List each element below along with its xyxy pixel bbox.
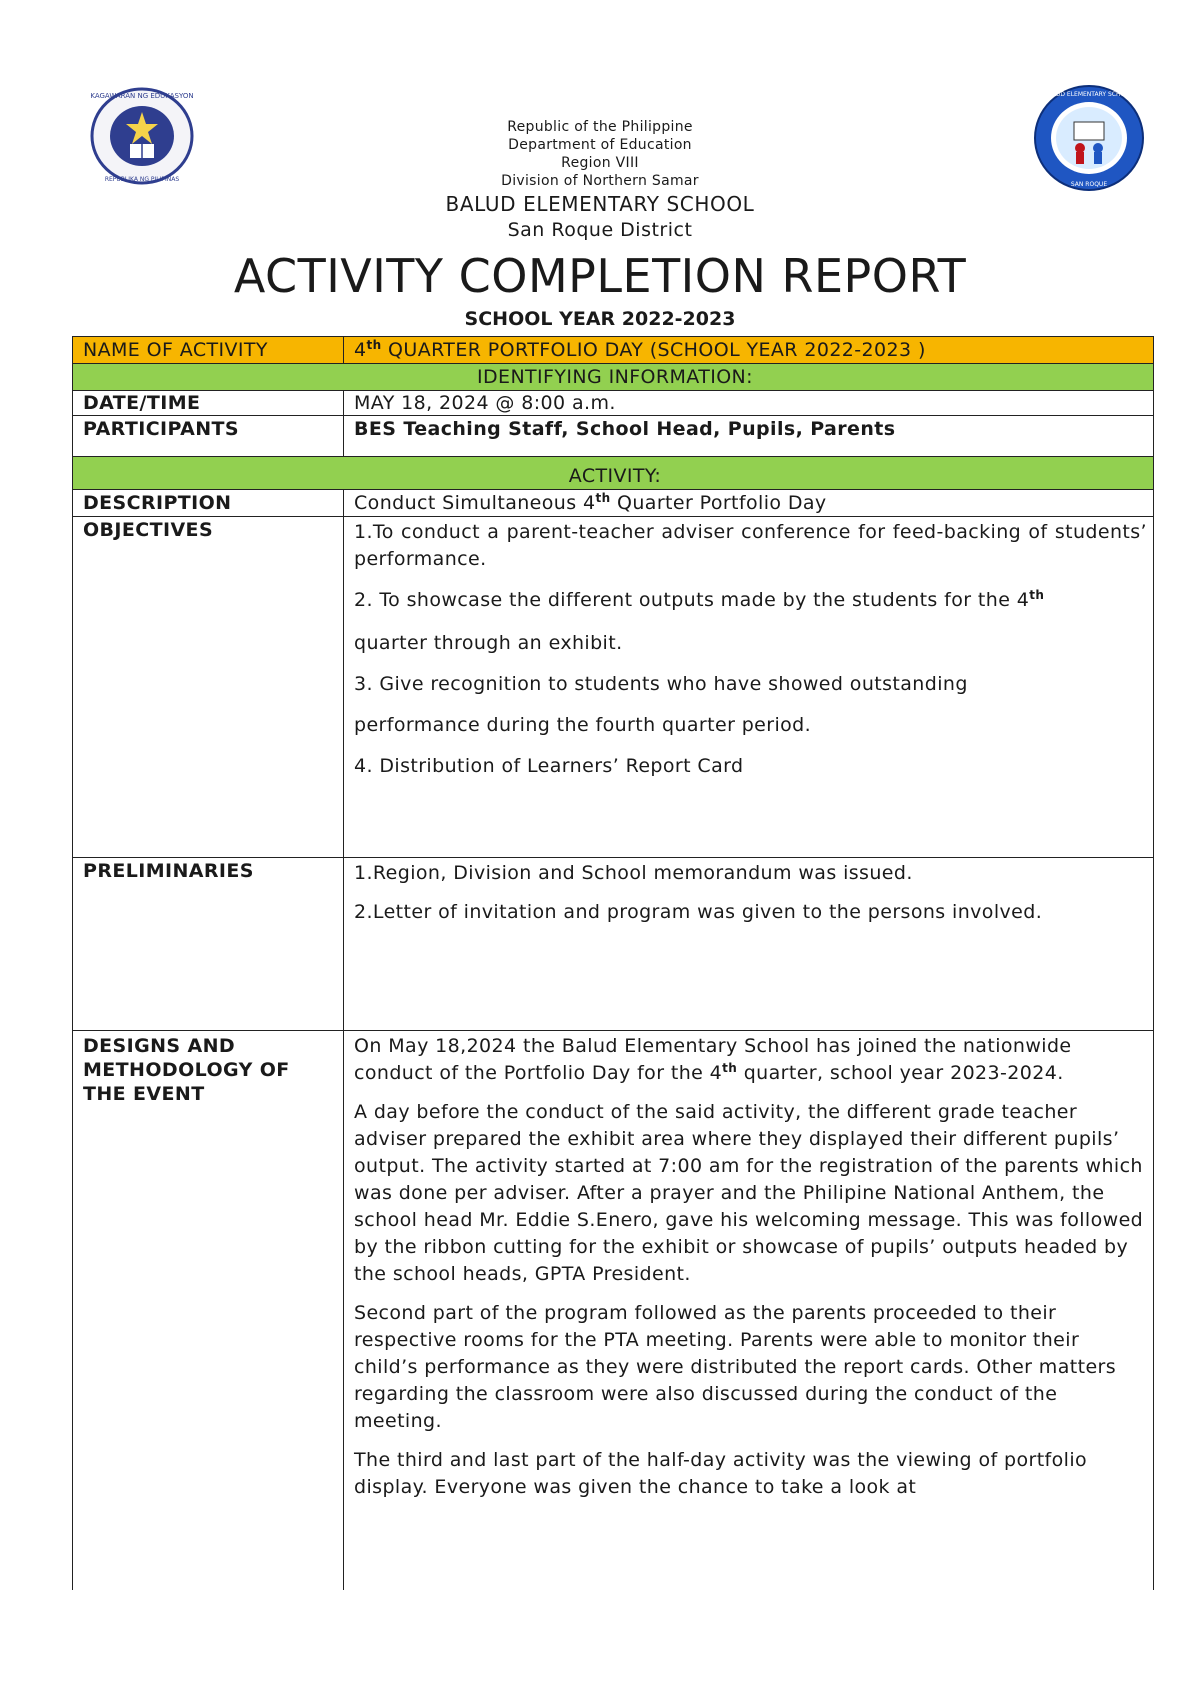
quarter-number: 4 — [354, 339, 367, 361]
division-line: Division of Northern Samar — [501, 173, 699, 189]
objective-2-suffix: th — [1029, 588, 1045, 602]
objective-2-text: 2. To showcase the different outputs made by the students for the 4 — [354, 589, 1030, 611]
description-text: Conduct Simultaneous 4 — [354, 492, 596, 514]
date-time-label: DATE/TIME — [73, 391, 344, 416]
design-paragraph-1-suffix: th — [722, 1061, 738, 1075]
objective-2 — [354, 587, 1147, 614]
name-of-activity-label: NAME OF ACTIVITY — [73, 337, 344, 364]
activity-heading-row — [73, 457, 1154, 490]
description-label: DESCRIPTION — [73, 490, 344, 517]
identifying-heading: IDENTIFYING INFORMATION: — [73, 364, 1154, 391]
objective-3-continued: performance during the fourth quarter period. — [354, 714, 812, 736]
report-title: ACTIVITY COMPLETION REPORT — [233, 249, 967, 303]
objectives-value — [344, 517, 1154, 858]
design-paragraph-1-text: On May 18,2024 the Balud Elementary School has joined the nationwide conduct of the Portfolio Day for the 4 — [354, 1035, 1072, 1084]
preliminary-2: 2.Letter of invitation and program was given to the persons involved. — [354, 901, 1043, 923]
region-line: Region VIII — [561, 155, 639, 171]
preliminaries-value — [344, 858, 1154, 1031]
seal-top-text: KAGAWARAN NG EDUKASYON — [90, 92, 194, 100]
objective-2-continued: quarter through an exhibit. — [354, 632, 623, 654]
date-time-value: MAY 18, 2024 @ 8:00 a.m. — [344, 391, 1154, 416]
seal-bottom-text: REPUBLIKA NG PILIPINAS — [104, 176, 180, 183]
identifying-heading-row — [73, 364, 1154, 391]
objectives-row — [73, 517, 1154, 858]
design-paragraph-3: Second part of the program followed as the parents proceeded to their respective rooms for the PTA meeting. Parents were able to monitor their child’s performance as they were distributed the report cards. Other matters regarding the classroom were also discussed during the conduct of the meeting. — [354, 1302, 1117, 1432]
preliminary-1: 1.Region, Division and School memorandum was issued. — [354, 862, 913, 884]
school-name: BALUD ELEMENTARY SCHOOL — [445, 192, 755, 216]
name-of-activity-row — [73, 337, 1154, 364]
description-row — [73, 490, 1154, 517]
description-text-end: Quarter Portfolio Day — [610, 492, 827, 514]
activity-heading: ACTIVITY: — [73, 457, 1154, 490]
design-paragraph-2: A day before the conduct of the said activity, the different grade teacher adviser prepared the exhibit area where they displayed their different pupils’ output. The activity started at 7:00 am for the registration of the parents which was done per adviser. After a prayer and the Philipine National Anthem, the school head Mr. Eddie S.Enero, gave his welcoming message. This was followed by the ribbon cutting for the exhibit or showcase of pupils’ outputs headed by the school heads, GPTA President. — [354, 1101, 1144, 1285]
school-seal-bottom-text: SAN ROQUE — [1070, 181, 1108, 188]
designs-row — [73, 1031, 1154, 1591]
description-suffix: th — [595, 491, 611, 505]
objective-1: 1.To conduct a parent-teacher adviser conference for feed-backing of students’ performance. — [354, 521, 1147, 570]
description-value — [344, 490, 1154, 517]
report-table — [72, 336, 1154, 1590]
preliminaries-row — [73, 858, 1154, 1031]
activity-name-rest: QUARTER PORTFOLIO DAY (SCHOOL YEAR 2022-2023 ) — [381, 339, 926, 361]
objective-3: 3. Give recognition to students who have showed outstanding — [354, 673, 968, 695]
date-time-row — [73, 391, 1154, 416]
design-paragraph-4: The third and last part of the half-day activity was the viewing of portfolio display. Everyone was given the chance to take a look at — [354, 1449, 1088, 1498]
designs-label: DESIGNS AND METHODOLOGY OF THE EVENT — [73, 1031, 344, 1591]
quarter-suffix: th — [366, 338, 382, 352]
department-line: Department of Education — [508, 137, 692, 153]
agency-header — [0, 118, 1200, 190]
participants-value: BES Teaching Staff, School Head, Pupils, Parents — [344, 416, 1154, 457]
name-of-activity-value — [344, 337, 1154, 364]
objective-4: 4. Distribution of Learners’ Report Card — [354, 755, 744, 777]
school-year: SCHOOL YEAR 2022-2023 — [464, 308, 736, 330]
participants-row — [73, 416, 1154, 457]
district-name: San Roque District — [507, 219, 693, 241]
republic-line: Republic of the Philippine — [507, 119, 693, 135]
designs-value — [344, 1031, 1154, 1591]
design-paragraph-1 — [354, 1033, 1147, 1087]
preliminaries-label: PRELIMINARIES — [73, 858, 344, 1031]
participants-label: PARTICIPANTS — [73, 416, 344, 457]
objectives-label: OBJECTIVES — [73, 517, 344, 858]
school-seal-top-text: BALUD ELEMENTARY SCHOOL — [1044, 91, 1134, 98]
design-paragraph-1-end: quarter, school year 2023-2024. — [737, 1062, 1064, 1084]
